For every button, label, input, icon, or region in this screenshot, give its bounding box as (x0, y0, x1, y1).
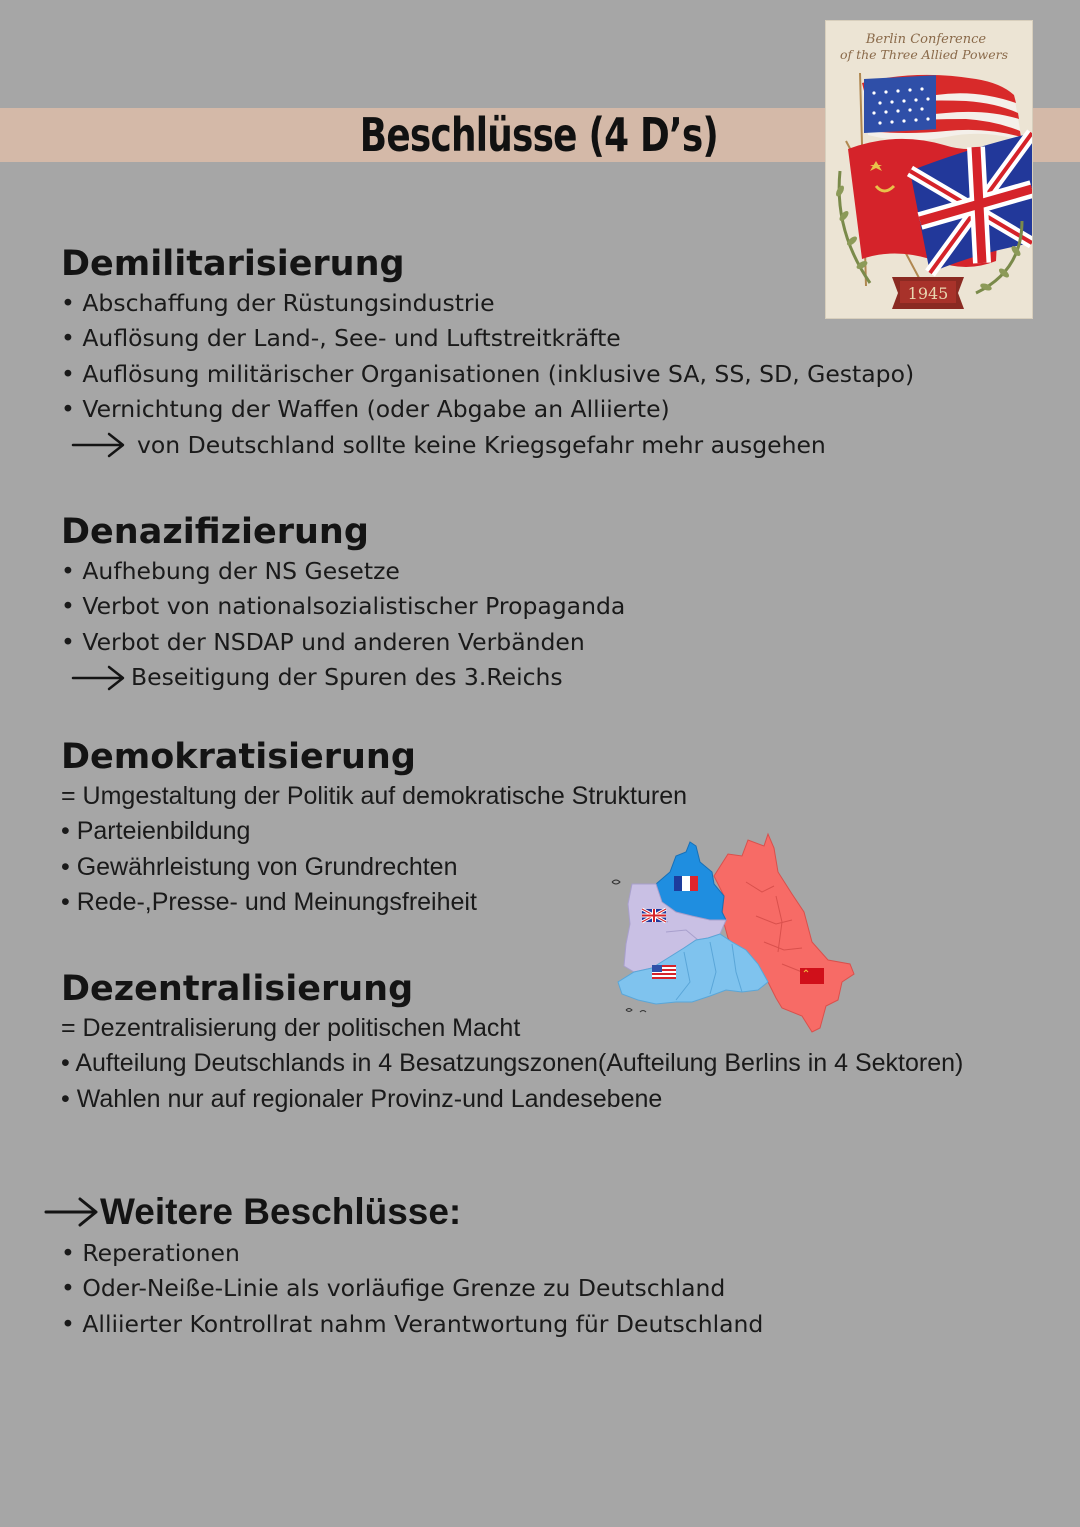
section-title: Weitere Beschlüsse: (100, 1191, 462, 1232)
list-item: • Parteienbildung (61, 814, 687, 849)
postcard-caption-2: of the Three Allied Powers (839, 47, 1009, 62)
section-dezentralisierung (61, 967, 963, 1117)
list-item: • Wahlen nur auf regionaler Provinz-und Landesebene (61, 1082, 963, 1117)
page-title: Beschlüsse (4 D’s) (359, 108, 719, 162)
postcard-year: 1945 (907, 284, 949, 303)
list-item: • Oder-Neiße-Linie als vorläufige Grenze zu Deutschland (61, 1271, 763, 1306)
section-weitere (61, 1236, 763, 1342)
arrow-right-icon (44, 1194, 100, 1230)
france-flag-icon (674, 876, 698, 891)
list-item: • Vernichtung der Waffen (oder Abgabe an Alliierte) (61, 392, 914, 427)
conclusion-line (61, 428, 914, 463)
definition-text: = Umgestaltung der Politik auf demokratische Strukturen (61, 782, 688, 810)
section-title: Demilitarisierung (61, 244, 405, 284)
list-item: • Abschaffung der Rüstungsindustrie (61, 286, 914, 321)
definition-text: = Dezentralisierung der politischen Macht (61, 1014, 521, 1042)
list-item: • Auflösung der Land-, See- und Luftstreitkräfte (61, 321, 914, 356)
section-title: Denazifizierung (61, 512, 369, 552)
list-item: • Reperationen (61, 1236, 763, 1271)
section-denazifizierung (61, 510, 625, 696)
section-title: Dezentralisierung (61, 969, 414, 1009)
section-demokratisierung (61, 735, 687, 921)
postcard-caption-1: Berlin Conference (865, 32, 987, 47)
section-demilitarisierung (61, 242, 914, 463)
list-item: • Verbot von nationalsozialistischer Propaganda (61, 589, 625, 624)
further-decisions-heading (44, 1190, 461, 1234)
conclusion-line (61, 660, 625, 695)
conclusion-text: Beseitigung der Spuren des 3.Reichs (131, 663, 563, 692)
list-item: • Gewährleistung von Grundrechten (61, 850, 687, 885)
section-title: Demokratisierung (61, 737, 416, 777)
arrow-right-icon (61, 430, 137, 460)
list-item: • Alliierter Kontrollrat nahm Verantwortung für Deutschland (61, 1307, 763, 1342)
list-item: • Verbot der NSDAP und anderen Verbänden (61, 625, 625, 660)
conclusion-text: von Deutschland sollte keine Kriegsgefahr mehr ausgehen (137, 430, 826, 459)
list-item: • Aufteilung Deutschlands in 4 Besatzungszonen(Aufteilung Berlins in 4 Sektoren) (61, 1046, 963, 1081)
arrow-right-icon (61, 663, 131, 693)
list-item: • Auflösung militärischer Organisationen (inklusive SA, SS, SD, Gestapo) (61, 357, 914, 392)
uk-flag-icon (642, 909, 666, 922)
list-item: • Aufhebung der NS Gesetze (61, 554, 625, 589)
list-item: • Rede-,Presse- und Meinungsfreiheit (61, 885, 687, 920)
